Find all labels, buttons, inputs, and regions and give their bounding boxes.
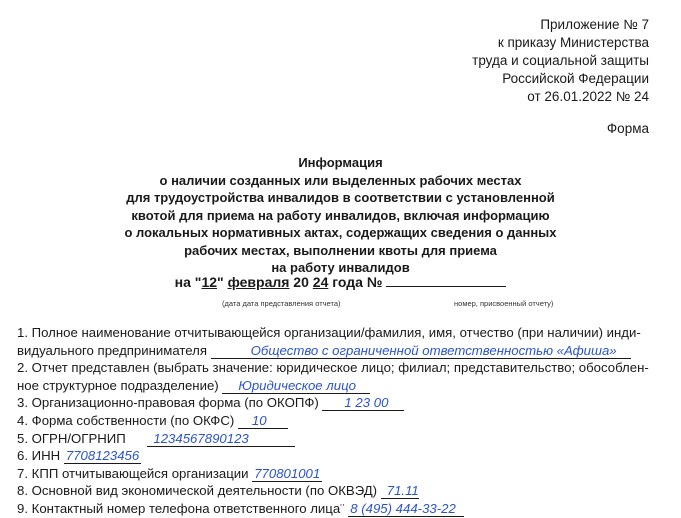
okopf-field[interactable]: 1 23 00	[322, 396, 404, 411]
okfs-field[interactable]: 10	[238, 414, 288, 429]
inn-field[interactable]: 7708123456	[65, 448, 140, 464]
report-date-line	[0, 274, 681, 290]
item-8	[17, 482, 657, 500]
form-label: Форма	[606, 121, 649, 136]
item-1-label: видуального предпринимателя	[17, 342, 211, 358]
title-line: на работу инвалидов	[271, 260, 410, 275]
appendix-line: от 26.01.2022 № 24	[527, 89, 649, 104]
title-line: квотой для приема на работу инвалидов, включая информацию	[131, 207, 550, 223]
date-prefix: на "	[174, 274, 202, 290]
item-7	[17, 465, 657, 483]
item-5	[17, 430, 657, 448]
item-7-label: 7. КПП отчитывающейся организации	[17, 465, 253, 481]
item-4	[17, 412, 657, 430]
form-items	[17, 324, 657, 518]
item-1-line-1: 1. Полное наименование отчитывающейся организации/фамилия, имя, отчество (при наличии) инди-	[17, 325, 641, 340]
date-month[interactable]: февраля	[227, 274, 290, 290]
item-2-line-1: 2. Отчет представлен (выбрать значение: юридическое лицо; филиал; представительство; обособлен-	[17, 360, 649, 376]
item-9-mark: ¨	[340, 500, 345, 516]
document-title	[40, 154, 641, 277]
organization-name-field[interactable]: Общество с ограниченной ответственностью «Афиша»	[211, 344, 631, 359]
item-3-label: 3. Организационно-правовая форма (по ОКОПФ)	[17, 395, 323, 411]
kpp-field[interactable]: 770801001	[254, 465, 321, 481]
title-line: для трудоустройства инвалидов в соответствии с установленной	[126, 190, 555, 205]
item-1-line-2	[17, 342, 657, 360]
date-year-prefix: 20	[289, 274, 313, 290]
appendix-line: к приказу Министерства	[497, 35, 649, 50]
title-line: рабочих местах, выполнении квоты для приема	[184, 242, 497, 258]
appendix-line: Российской Федерации	[502, 71, 649, 86]
phone-field[interactable]: 8 (495) 444-33-22	[348, 502, 464, 517]
item-6	[17, 447, 657, 465]
date-year[interactable]: 24	[312, 274, 329, 290]
item-9-label: 9. Контактный номер телефона ответственного лица	[17, 500, 341, 516]
item-2-label: ное структурное подразделение)	[17, 377, 223, 393]
title-line: о наличии созданных или выделенных рабочих местах	[159, 172, 522, 188]
item-8-label: 8. Основной вид экономической деятельности (по ОКВЭД)	[17, 483, 381, 499]
item-5-label: 5. ОГРН/ОГРНИП	[17, 430, 130, 446]
item-4-label: 4. Форма собственности (по ОКФС)	[17, 412, 238, 428]
title-line: о локальных нормативных актах, содержащих сведения о данных	[124, 225, 557, 240]
report-submitter-field[interactable]: Юридическое лицо	[222, 379, 370, 394]
ogrn-field[interactable]: 1234567890123	[147, 432, 295, 447]
date-after-day: "	[217, 274, 228, 290]
okved-field[interactable]: 71.11	[381, 484, 419, 499]
date-suffix: года №	[328, 274, 387, 290]
appendix-line: труда и социальной защиты	[472, 53, 649, 68]
report-number-field[interactable]	[386, 274, 506, 287]
title-line: Информация	[298, 155, 383, 170]
date-caption: (дата дата представления отчета)	[222, 299, 341, 308]
number-caption: номер, присвоенный отчету)	[454, 299, 554, 308]
appendix-header	[472, 16, 649, 106]
item-6-label: 6. ИНН	[17, 448, 64, 464]
item-3	[17, 394, 657, 412]
item-2-line-2	[17, 377, 657, 395]
date-day[interactable]: 12	[201, 274, 218, 290]
appendix-line: Приложение № 7	[540, 17, 649, 32]
item-9	[17, 500, 657, 518]
